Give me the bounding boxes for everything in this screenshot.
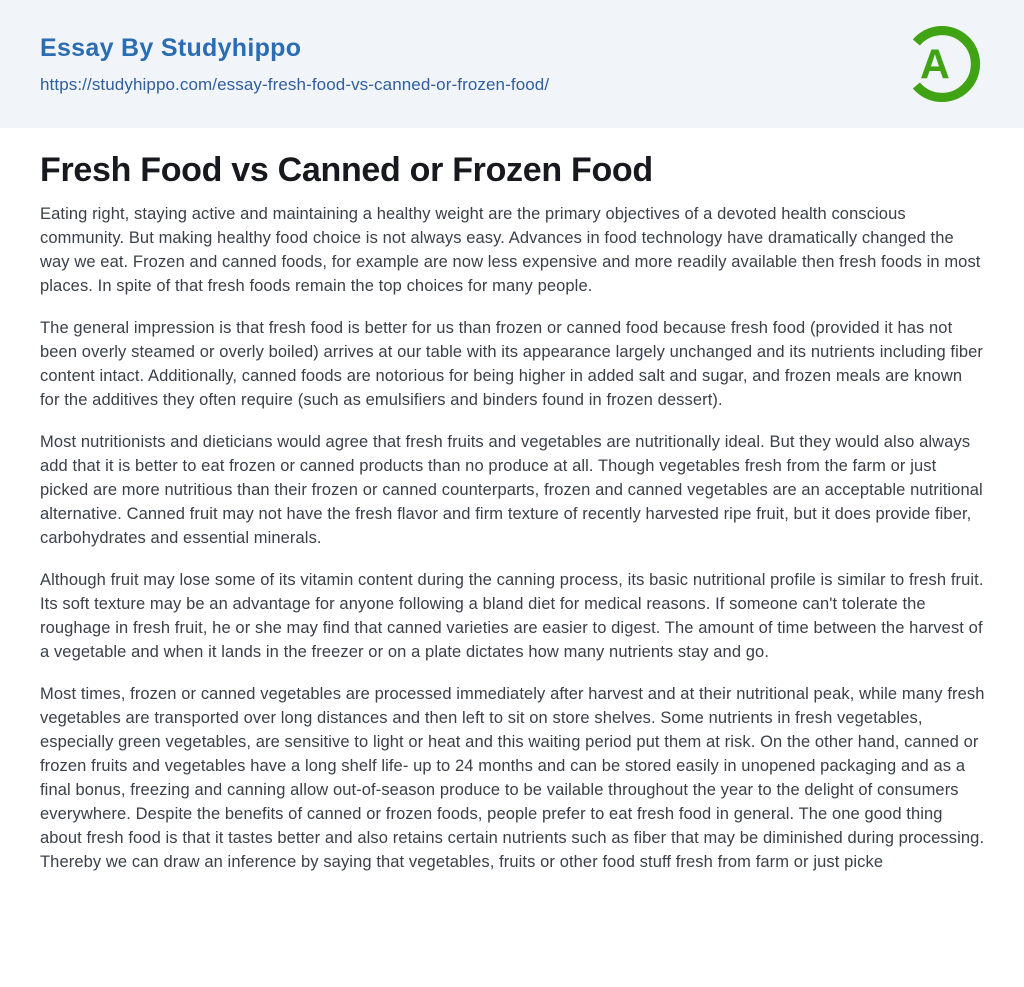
site-name-link[interactable]: Essay By Studyhippo <box>40 34 302 62</box>
article-paragraph: Most nutritionists and dieticians would agree that fresh fruits and vegetables are nutritionally ideal. But they would also always add that it is better to eat frozen or canned products than no produce at all. Though vegetables fresh from the farm or just picked are more nutritious than their frozen or canned counterparts, frozen and canned vegetables are an acceptable nutritional alternative. Canned fruit may not have the fresh flavor and firm texture of recently harvested ripe fruit, but it does provide fiber, carbohydrates and essential minerals. <box>40 433 983 547</box>
studyhippo-a-arc-icon <box>898 20 986 108</box>
article-paragraph: Eating right, staying active and maintaining a healthy weight are the primary objectives of a devoted health conscious community. But making healthy food choice is not always easy. Advances in food technology have dramatically changed the way we eat. Frozen and canned foods, for example are now less expensive and more readily available then fresh foods in most places. In spite of that fresh foods remain the top choices for many people. <box>40 205 981 295</box>
studyhippo-logo <box>898 20 986 108</box>
article-content <box>0 150 1024 874</box>
article-title: Fresh Food vs Canned or Frozen Food <box>40 151 653 189</box>
article-paragraph: The general impression is that fresh food is better for us than frozen or canned food because fresh food (provided it has not been overly steamed or overly boiled) arrives at our table with its appearance largely unchanged and its nutrients including fiber content intact. Additionally, canned foods are notorious for being higher in added salt and sugar, and frozen meals are known for the additives they often require (such as emulsifiers and binders found in frozen dessert). <box>40 319 984 409</box>
page-url-link[interactable]: https://studyhippo.com/essay-fresh-food-vs-canned-or-frozen-food/ <box>40 75 550 94</box>
article-paragraph: Most times, frozen or canned vegetables are processed immediately after harvest and at their nutritional peak, while many fresh vegetables are transported over long distances and then left to sit on store shelves. Some nutrients in fresh vegetables, especially green vegetables, are sensitive to light or heat and this waiting period put them at risk. On the other hand, canned or frozen fruits and vegetables have a long shelf life- up to 24 months and can be stored easily in unopened packaging and as a final bonus, freezing and canning allow out-of-season produce to be vailable throughout the year to the delight of consumers everywhere. Despite the benefits of canned or frozen foods, people prefer to eat fresh food in general. The one good thing about fresh food is that it tastes better and also retains certain nutrients such as fiber that may be diminished during processing. Thereby we can draw an inference by saying that vegetables, fruits or other food stuff fresh from farm or just picke <box>40 685 985 871</box>
article-paragraph: Although fruit may lose some of its vitamin content during the canning process, its basic nutritional profile is similar to fresh fruit. Its soft texture may be an advantage for anyone following a bland diet for medical reasons. If someone can't tolerate the roughage in fresh fruit, he or she may find that canned varieties are easier to digest. The amount of time between the harvest of a vegetable and when it lands in the freezer or on a plate dictates how many nutrients stay and go. <box>40 571 984 661</box>
header-text-block <box>40 33 549 95</box>
logo-letter: A <box>920 41 950 88</box>
page-header <box>0 0 1024 128</box>
